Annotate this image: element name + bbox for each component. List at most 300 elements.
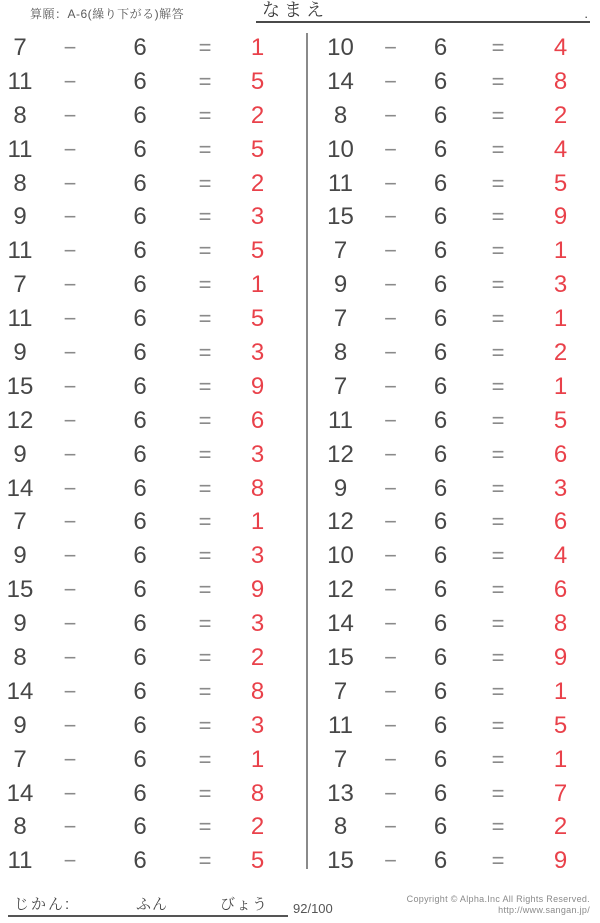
answer: 3 — [250, 542, 265, 570]
answer: 1 — [250, 508, 265, 536]
answer: 2 — [250, 101, 265, 129]
problem-row — [318, 31, 600, 65]
subtrahend: 6 — [133, 847, 147, 875]
subtrahend: 6 — [433, 440, 448, 468]
minus-sign: − — [63, 543, 77, 569]
equals-sign: = — [198, 712, 212, 738]
minus-sign: − — [384, 204, 397, 230]
problem-row — [0, 99, 300, 133]
equals-sign: = — [198, 306, 212, 332]
problem-row — [0, 539, 300, 573]
equals-sign: = — [491, 644, 505, 670]
answer: 8 — [250, 677, 265, 705]
minuend: 14 — [6, 779, 34, 807]
answer: 1 — [553, 237, 568, 265]
time-field — [8, 896, 288, 917]
answer: 4 — [553, 135, 568, 163]
equals-sign: = — [491, 339, 505, 365]
problem-row — [0, 302, 300, 336]
minus-sign: − — [384, 712, 397, 738]
minuend: 12 — [327, 440, 354, 468]
equals-sign: = — [491, 577, 505, 603]
problem-row — [0, 607, 300, 641]
answer: 1 — [250, 271, 265, 299]
equals-sign: = — [198, 678, 212, 704]
minus-sign: − — [63, 339, 77, 365]
minuend: 8 — [13, 813, 27, 841]
answer: 2 — [250, 643, 265, 671]
equals-sign: = — [198, 644, 212, 670]
minus-sign: − — [63, 441, 77, 467]
answer: 6 — [553, 440, 568, 468]
minutes-label: ふん — [136, 896, 169, 913]
subtrahend: 6 — [133, 135, 147, 163]
answer: 6 — [250, 406, 265, 434]
problem-row — [318, 438, 600, 472]
minus-sign: − — [384, 611, 397, 637]
problem-row — [318, 709, 600, 743]
minus-sign: − — [63, 407, 77, 433]
answer: 3 — [250, 711, 265, 739]
equals-sign: = — [491, 712, 505, 738]
equals-sign: = — [491, 204, 505, 230]
equals-sign: = — [198, 204, 212, 230]
minuend: 14 — [327, 67, 354, 95]
minus-sign: − — [384, 577, 397, 603]
subtrahend: 6 — [433, 305, 448, 333]
problem-row — [318, 268, 600, 302]
problem-row — [0, 200, 300, 234]
problems-column-left — [0, 31, 300, 878]
subtrahend: 6 — [133, 67, 147, 95]
problem-row — [0, 167, 300, 201]
name-field — [256, 0, 590, 23]
answer: 3 — [250, 338, 265, 366]
subtrahend: 6 — [433, 101, 448, 129]
minuend: 8 — [13, 101, 27, 129]
name-label: なまえ — [262, 0, 328, 20]
subtrahend: 6 — [133, 101, 147, 129]
problem-row — [0, 268, 300, 302]
minus-sign: − — [63, 306, 77, 332]
equals-sign: = — [198, 34, 212, 60]
equals-sign: = — [491, 611, 505, 637]
subtrahend: 6 — [433, 474, 448, 502]
minuend: 9 — [333, 271, 348, 299]
seconds-label: びょう — [220, 896, 269, 913]
minuend: 7 — [333, 237, 348, 265]
subtrahend: 6 — [133, 271, 147, 299]
answer: 3 — [553, 474, 568, 502]
minus-sign: − — [384, 543, 397, 569]
answer: 5 — [250, 135, 265, 163]
minus-sign: − — [63, 136, 77, 162]
subtrahend: 6 — [433, 508, 448, 536]
equals-sign: = — [198, 339, 212, 365]
minuend: 9 — [13, 338, 27, 366]
subtrahend: 6 — [133, 203, 147, 231]
equals-sign: = — [491, 441, 505, 467]
equals-sign: = — [198, 272, 212, 298]
subtrahend: 6 — [433, 677, 448, 705]
equals-sign: = — [491, 170, 505, 196]
minuend: 8 — [13, 643, 27, 671]
minus-sign: − — [63, 373, 77, 399]
equals-sign: = — [198, 238, 212, 264]
answer: 5 — [553, 406, 568, 434]
answer: 9 — [553, 847, 568, 875]
minuend: 9 — [13, 711, 27, 739]
subtrahend: 6 — [133, 779, 147, 807]
problem-row — [318, 336, 600, 370]
answer: 3 — [553, 271, 568, 299]
equals-sign: = — [198, 102, 212, 128]
subtrahend: 6 — [433, 847, 448, 875]
minus-sign: − — [63, 678, 77, 704]
column-divider — [306, 33, 308, 869]
minuend: 10 — [327, 135, 354, 163]
minus-sign: − — [384, 306, 397, 332]
minus-sign: − — [384, 441, 397, 467]
minuend: 11 — [7, 67, 33, 95]
minus-sign: − — [384, 644, 397, 670]
minus-sign: − — [63, 170, 77, 196]
subtrahend: 6 — [133, 305, 147, 333]
problem-row — [0, 844, 300, 878]
equals-sign: = — [491, 780, 505, 806]
subtrahend: 6 — [133, 169, 147, 197]
problem-row — [0, 573, 300, 607]
minuend: 15 — [327, 847, 354, 875]
answer: 1 — [250, 33, 265, 61]
problem-row — [0, 709, 300, 743]
problem-row — [318, 777, 600, 811]
answer: 2 — [553, 813, 568, 841]
equals-sign: = — [491, 475, 505, 501]
subtrahend: 6 — [133, 610, 147, 638]
subtrahend: 6 — [433, 406, 448, 434]
problem-row — [318, 505, 600, 539]
problem-row — [318, 234, 600, 268]
subtrahend: 6 — [433, 271, 448, 299]
minuend: 9 — [13, 440, 27, 468]
minus-sign: − — [63, 814, 77, 840]
subtrahend: 6 — [133, 711, 147, 739]
minuend: 8 — [333, 101, 348, 129]
answer: 5 — [250, 305, 265, 333]
equals-sign: = — [491, 543, 505, 569]
minus-sign: − — [384, 373, 397, 399]
minus-sign: − — [63, 611, 77, 637]
minuend: 9 — [333, 474, 348, 502]
minus-sign: − — [384, 407, 397, 433]
problem-row — [0, 641, 300, 675]
problem-row — [318, 743, 600, 777]
minuend: 7 — [333, 677, 348, 705]
equals-sign: = — [198, 611, 212, 637]
answer: 1 — [553, 305, 568, 333]
problem-row — [318, 200, 600, 234]
subtrahend: 6 — [433, 643, 448, 671]
minus-sign: − — [384, 814, 397, 840]
problem-row — [318, 167, 600, 201]
equals-sign: = — [491, 509, 505, 535]
subtrahend: 6 — [433, 169, 448, 197]
minuend: 7 — [13, 745, 27, 773]
minus-sign: − — [384, 339, 397, 365]
answer: 2 — [553, 338, 568, 366]
time-label: じかん: — [14, 896, 72, 913]
minus-sign: − — [63, 577, 77, 603]
equals-sign: = — [198, 814, 212, 840]
problem-row — [0, 505, 300, 539]
subtrahend: 6 — [433, 813, 448, 841]
minus-sign: − — [384, 678, 397, 704]
subtrahend: 6 — [433, 33, 448, 61]
answer: 9 — [553, 203, 568, 231]
minus-sign: − — [384, 475, 397, 501]
equals-sign: = — [491, 373, 505, 399]
answer: 5 — [553, 711, 568, 739]
problem-row — [0, 743, 300, 777]
problems-column-right — [318, 31, 600, 878]
minus-sign: − — [63, 848, 77, 874]
copyright-line1: Copyright © Alpha.Inc All Rights Reserved. — [406, 894, 590, 904]
problem-row — [0, 810, 300, 844]
equals-sign: = — [491, 678, 505, 704]
problem-row — [0, 675, 300, 709]
minus-sign: − — [384, 238, 397, 264]
minus-sign: − — [63, 204, 77, 230]
answer: 9 — [553, 643, 568, 671]
problem-row — [318, 573, 600, 607]
minus-sign: − — [63, 272, 77, 298]
answer: 2 — [553, 101, 568, 129]
minuend: 9 — [13, 203, 27, 231]
problem-row — [318, 99, 600, 133]
minuend: 12 — [327, 576, 354, 604]
answer: 4 — [553, 542, 568, 570]
answer: 8 — [250, 474, 265, 502]
minuend: 7 — [13, 33, 27, 61]
minuend: 7 — [333, 372, 348, 400]
minuend: 12 — [6, 406, 34, 434]
equals-sign: = — [198, 780, 212, 806]
minuend: 7 — [333, 305, 348, 333]
minuend: 10 — [327, 542, 354, 570]
answer: 9 — [250, 372, 265, 400]
equals-sign: = — [491, 306, 505, 332]
equals-sign: = — [491, 848, 505, 874]
problem-row — [0, 438, 300, 472]
minus-sign: − — [384, 136, 397, 162]
problem-row — [318, 810, 600, 844]
minus-sign: − — [384, 746, 397, 772]
equals-sign: = — [198, 746, 212, 772]
problem-row — [318, 539, 600, 573]
minuend: 14 — [327, 610, 354, 638]
equals-sign: = — [491, 272, 505, 298]
answer: 8 — [553, 67, 568, 95]
minuend: 9 — [13, 610, 27, 638]
minuend: 11 — [328, 406, 353, 434]
equals-sign: = — [198, 68, 212, 94]
answer: 6 — [553, 576, 568, 604]
minuend: 11 — [328, 169, 353, 197]
minus-sign: − — [384, 780, 397, 806]
problem-row — [318, 404, 600, 438]
answer: 3 — [250, 203, 265, 231]
problem-row — [0, 777, 300, 811]
subtrahend: 6 — [133, 372, 147, 400]
problem-row — [318, 370, 600, 404]
answer: 8 — [250, 779, 265, 807]
subtrahend: 6 — [133, 677, 147, 705]
minuend: 11 — [7, 847, 33, 875]
subtrahend: 6 — [133, 338, 147, 366]
name-line-period: . — [584, 6, 588, 21]
problem-row — [318, 133, 600, 167]
page-title: 算願：A-6(繰り下がる)解答 — [30, 7, 185, 21]
minus-sign: − — [384, 272, 397, 298]
minuend: 8 — [333, 813, 348, 841]
problem-row — [318, 302, 600, 336]
subtrahend: 6 — [133, 474, 147, 502]
copyright-line2: http://www.sangan.jp/ — [498, 905, 590, 915]
answer: 1 — [250, 745, 265, 773]
minus-sign: − — [384, 509, 397, 535]
answer: 2 — [250, 169, 265, 197]
equals-sign: = — [491, 68, 505, 94]
minuend: 15 — [6, 372, 34, 400]
minuend: 8 — [333, 338, 348, 366]
minuend: 12 — [327, 508, 354, 536]
minuend: 11 — [7, 305, 33, 333]
problem-row — [0, 31, 300, 65]
problem-row — [0, 472, 300, 506]
subtrahend: 6 — [133, 813, 147, 841]
problem-row — [318, 641, 600, 675]
problem-row — [318, 844, 600, 878]
answer: 4 — [553, 33, 568, 61]
minuend: 15 — [327, 643, 354, 671]
minus-sign: − — [384, 170, 397, 196]
equals-sign: = — [491, 407, 505, 433]
subtrahend: 6 — [433, 338, 448, 366]
answer: 6 — [553, 508, 568, 536]
minus-sign: − — [63, 644, 77, 670]
answer: 1 — [553, 677, 568, 705]
answer: 7 — [553, 779, 568, 807]
equals-sign: = — [198, 509, 212, 535]
equals-sign: = — [198, 577, 212, 603]
equals-sign: = — [198, 170, 212, 196]
minuend: 9 — [13, 542, 27, 570]
minuend: 14 — [6, 677, 34, 705]
problem-row — [0, 133, 300, 167]
minus-sign: − — [384, 34, 397, 60]
equals-sign: = — [491, 34, 505, 60]
minuend: 11 — [7, 237, 33, 265]
minus-sign: − — [63, 746, 77, 772]
minuend: 8 — [13, 169, 27, 197]
subtrahend: 6 — [133, 508, 147, 536]
copyright-notice — [407, 894, 590, 916]
problem-row — [318, 472, 600, 506]
equals-sign: = — [198, 441, 212, 467]
answer: 1 — [553, 745, 568, 773]
equals-sign: = — [491, 136, 505, 162]
subtrahend: 6 — [433, 542, 448, 570]
answer: 1 — [553, 372, 568, 400]
minuend: 11 — [7, 135, 33, 163]
problem-row — [0, 336, 300, 370]
answer: 9 — [250, 576, 265, 604]
score-value: 92/100 — [293, 901, 333, 916]
answer: 3 — [250, 440, 265, 468]
problem-row — [0, 234, 300, 268]
problem-row — [318, 675, 600, 709]
minus-sign: − — [63, 475, 77, 501]
minuend: 10 — [327, 33, 354, 61]
minuend: 15 — [327, 203, 354, 231]
subtrahend: 6 — [433, 576, 448, 604]
subtrahend: 6 — [433, 779, 448, 807]
equals-sign: = — [491, 814, 505, 840]
minus-sign: − — [63, 509, 77, 535]
subtrahend: 6 — [433, 237, 448, 265]
answer: 8 — [553, 610, 568, 638]
minuend: 13 — [327, 779, 354, 807]
minus-sign: − — [384, 68, 397, 94]
minus-sign: − — [63, 780, 77, 806]
subtrahend: 6 — [133, 643, 147, 671]
minus-sign: − — [384, 848, 397, 874]
subtrahend: 6 — [433, 203, 448, 231]
minuend: 15 — [6, 576, 34, 604]
equals-sign: = — [198, 136, 212, 162]
answer: 2 — [250, 813, 265, 841]
subtrahend: 6 — [433, 135, 448, 163]
subtrahend: 6 — [133, 745, 147, 773]
subtrahend: 6 — [133, 542, 147, 570]
subtrahend: 6 — [133, 237, 147, 265]
subtrahend: 6 — [133, 440, 147, 468]
subtrahend: 6 — [433, 610, 448, 638]
minus-sign: − — [63, 34, 77, 60]
equals-sign: = — [198, 373, 212, 399]
equals-sign: = — [491, 238, 505, 264]
problem-row — [0, 65, 300, 99]
minuend: 7 — [333, 745, 348, 773]
subtrahend: 6 — [433, 745, 448, 773]
minus-sign: − — [63, 712, 77, 738]
minuend: 14 — [6, 474, 34, 502]
equals-sign: = — [198, 543, 212, 569]
minuend: 7 — [13, 508, 27, 536]
subtrahend: 6 — [433, 372, 448, 400]
minuend: 7 — [13, 271, 27, 299]
equals-sign: = — [198, 475, 212, 501]
problem-row — [0, 404, 300, 438]
problem-row — [0, 370, 300, 404]
minus-sign: − — [63, 102, 77, 128]
minus-sign: − — [384, 102, 397, 128]
answer: 5 — [250, 847, 265, 875]
minuend: 11 — [328, 711, 353, 739]
answer: 5 — [553, 169, 568, 197]
answer: 5 — [250, 67, 265, 95]
